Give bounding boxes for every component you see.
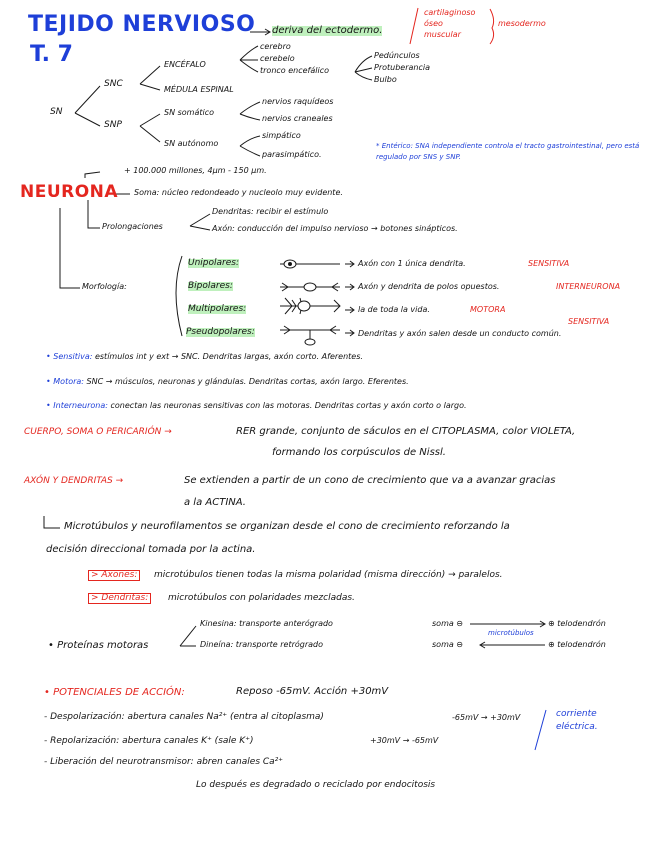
unipolar-desc: Axón con 1 única dendrita.	[358, 259, 466, 268]
repol-voltage: +30mV → -65mV	[370, 736, 439, 745]
somatico-part: nervios craneales	[262, 114, 333, 123]
autonomo-branch	[240, 136, 260, 156]
dineina-telodendron: ⊕ telodendrón	[548, 640, 606, 649]
multipolar-arrow	[345, 307, 354, 313]
dendritas-def: Dendritas: recibir el estímulo	[212, 207, 329, 216]
encefalo-label: ENCÉFALO	[164, 60, 206, 69]
bipolar-desc: Axón y dendrita de polos opuestos.	[358, 282, 500, 291]
microtubulos-label: microtúbulos	[488, 629, 534, 637]
enterico-note: * Entérico: SNA independiente controla el tracto gastrointestinal, pero está regulado por SNS y SNP.	[376, 142, 640, 161]
multipolar-label: Multipolares:	[188, 304, 247, 314]
tronco-part: Bulbo	[374, 75, 397, 84]
multipolar-desc: la de toda la vida.	[358, 305, 430, 314]
pseudounipolar-label: Pseudopolares:	[186, 327, 255, 337]
mesoderm-item: cartilaginoso	[424, 8, 476, 17]
axones-text: microtúbulos tienen todas la misma polaridad (misma dirección) → paralelos.	[154, 570, 503, 580]
tronco-part: Pedúnculos	[374, 51, 420, 60]
functional-text: SNC → músculos, neuronas y glándulas. Dendritas cortas, axón largo. Eferentes.	[86, 377, 409, 386]
axon-dendritas-line2: a la ACTINA.	[184, 497, 246, 508]
unipolar-tag: SENSITIVA	[528, 259, 570, 268]
tronco-branch	[355, 56, 372, 80]
snc-label: SNC	[104, 79, 123, 89]
soma-text: Soma: núcleo redondeado y nucleolo muy evidente.	[134, 188, 343, 197]
mesoderm-item: óseo	[424, 19, 443, 28]
functional-text: estímulos int y ext → SNC. Dendritas largas, axón corto. Aferentes.	[94, 352, 363, 361]
somatico-branch	[240, 102, 260, 120]
axon-def: Axón: conducción del impulso nervioso → botones sinápticos.	[212, 224, 458, 233]
snp-label: SNP	[104, 120, 122, 130]
kinesina-text: Kinesina: transporte anterógrado	[200, 619, 333, 628]
medula-label: MÉDULA ESPINAL	[164, 85, 234, 94]
neurona-count: + 100.000 millones, 4µm - 150 µm.	[124, 166, 267, 175]
axon-dendritas-line1: Se extienden a partir de un cono de crecimiento que va a avanzar gracias	[184, 475, 556, 486]
blue-divider	[535, 710, 546, 750]
axones-label: > Axones:	[88, 570, 140, 581]
liberacion-text: - Liberación del neurotransmisor: abren canales Ca²⁺	[44, 757, 284, 767]
functional-row: • Sensitiva: estímulos int y ext → SNC. Dendritas largas, axón corto. Aferentes.	[46, 352, 363, 361]
pseudounipolar-neuron-icon	[280, 326, 340, 345]
micro-line	[44, 516, 60, 528]
page-title: TEJIDO NERVIOSO	[28, 12, 256, 37]
bipolar-neuron-icon	[280, 283, 340, 291]
unipolar-arrow	[345, 261, 354, 267]
functional-label: Interneurona:	[53, 401, 108, 410]
motoras-label: • Proteínas motoras	[48, 640, 149, 651]
potenciales-values: Reposo -65mV. Acción +30mV	[236, 686, 389, 697]
bipolar-label: Bipolares:	[188, 281, 233, 291]
dineina-arrow	[480, 642, 545, 648]
multipolar-tag: MOTORA	[470, 305, 506, 314]
morfo-bracket	[176, 256, 182, 336]
sn-branch	[75, 86, 100, 126]
dineina-text: Dineína: transporte retrógrado	[200, 640, 324, 649]
encefalo-part: cerebelo	[260, 54, 295, 63]
pseudounipolar-tag: SENSITIVA	[568, 317, 610, 326]
neurona-title: NEURONA	[20, 182, 119, 202]
tronco-part: Protuberancia	[374, 63, 430, 72]
snc-branch	[140, 66, 160, 90]
topic-number: T. 7	[30, 42, 73, 67]
encefalo-part: cerebro	[260, 42, 291, 51]
cuerpo-label: CUERPO, SOMA O PERICARIÓN →	[24, 427, 172, 437]
count-line	[85, 172, 100, 178]
dendritas-text: microtúbulos con polaridades mezcladas.	[168, 593, 355, 603]
cuerpo-line1: RER grande, conjunto de sáculos en el CITOPLASMA, color VIOLETA,	[236, 426, 576, 437]
somatico-label: SN somático	[164, 108, 215, 117]
functional-text: conectan las neuronas sensitivas con las motoras. Dendritas cortas y axón corto o largo.	[110, 401, 467, 410]
autonomo-part: parasimpático.	[262, 150, 322, 159]
axon-dendritas-label: AXÓN Y DENDRITAS →	[24, 476, 124, 486]
autonomo-part: simpático	[262, 131, 301, 140]
axon-dendritas-line4: decisión direccional tomada por la actina.	[46, 544, 256, 555]
unipolar-neuron-icon	[280, 260, 340, 268]
pseudounipolar-desc: Dendritas y axón salen desde un conducto común.	[358, 329, 562, 338]
prolongaciones-label: Prolongaciones	[102, 222, 163, 231]
dendritas-label: > Dendritas:	[88, 593, 151, 604]
potenciales-title: • POTENCIALES DE ACCIÓN:	[44, 687, 185, 698]
somatico-part: nervios raquídeos	[262, 97, 334, 106]
mesoderm-item: muscular	[424, 30, 461, 39]
mesoderm-label: mesodermo	[498, 19, 546, 28]
prolong-branch	[190, 214, 210, 230]
motoras-branch	[180, 626, 196, 646]
bipolar-tag: INTERNEURONA	[556, 282, 621, 291]
repol-text: - Repolarización: abertura canales K⁺ (sale K⁺)	[44, 736, 254, 746]
bipolar-arrow	[345, 284, 354, 290]
multipolar-neuron-icon	[280, 298, 340, 314]
sn-label: SN	[50, 107, 63, 117]
functional-row: • Interneurona: conectan las neuronas sensitivas con las motoras. Dendritas cortas y axón corto o largo.	[46, 401, 467, 410]
encefalo-part: tronco encefálico	[260, 66, 329, 75]
functional-label: Sensitiva:	[53, 352, 93, 361]
encefalo-branch	[240, 46, 258, 72]
red-brace	[490, 9, 494, 44]
corriente-note: corriente eléctrica.	[556, 709, 598, 732]
morfologia-label: Morfología:	[82, 282, 127, 291]
despol-text: - Despolarización: abertura canales Na²⁺ (entra al citoplasma)	[44, 712, 324, 722]
unipolar-label: Unipolares:	[188, 258, 239, 268]
functional-row: • Motora: SNC → músculos, neuronas y glándulas. Dendritas cortas, axón largo. Eferentes.	[46, 377, 409, 386]
red-divider	[410, 8, 418, 44]
snp-branch	[140, 114, 160, 142]
kinesina-soma: soma ⊖	[432, 619, 464, 628]
cuerpo-line2: formando los corpúsculos de Nissl.	[272, 447, 446, 458]
despol-voltage: -65mV → +30mV	[452, 713, 521, 722]
functional-label: Motora:	[53, 377, 84, 386]
dineina-soma: soma ⊖	[432, 640, 464, 649]
kinesina-telodendron: ⊕ telodendrón	[548, 619, 606, 628]
despues-text: Lo después es degradado o reciclado por endocitosis	[196, 780, 436, 790]
morfo-line	[60, 208, 80, 288]
prolong-line	[88, 200, 100, 228]
kinesina-arrow	[470, 621, 545, 627]
pseudo-arrow	[345, 330, 354, 336]
derives-text: deriva del ectodermo.	[272, 25, 383, 36]
autonomo-label: SN autónomo	[164, 139, 219, 148]
axon-dendritas-line3: Microtúbulos y neurofilamentos se organizan desde el cono de crecimiento reforzando la	[64, 521, 510, 532]
